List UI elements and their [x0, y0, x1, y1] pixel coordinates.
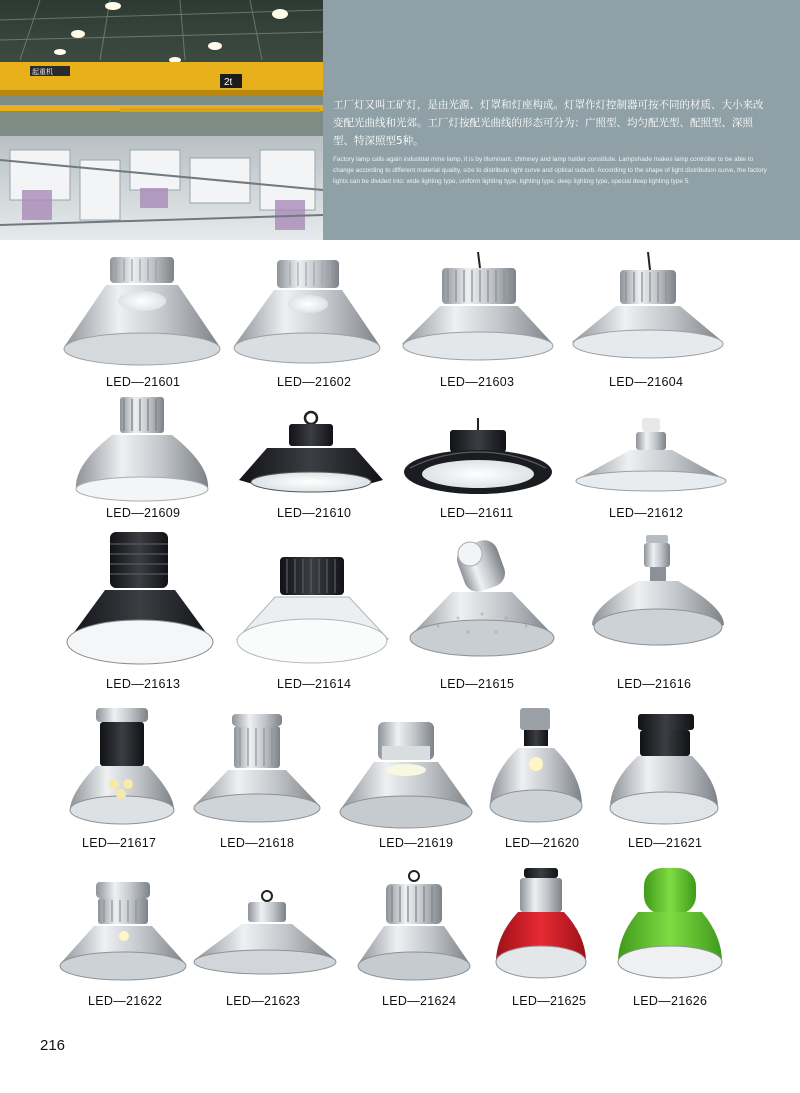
product-label-21618: LED—21618: [220, 836, 295, 850]
heatsink-icon: [644, 868, 696, 914]
product-label-21604: LED—21604: [609, 375, 684, 389]
crane-capacity-text: 2t: [224, 77, 233, 88]
product-image-21625: [494, 866, 588, 986]
product-image-21611: [402, 418, 554, 498]
heatsink-icon: [636, 432, 666, 450]
product-label-21623: LED—21623: [226, 994, 301, 1008]
product-label-21612: LED—21612: [609, 506, 684, 520]
heatsink-icon: [520, 878, 562, 912]
product-image-21626: [616, 866, 724, 986]
product-image-21621: [608, 712, 720, 828]
heatsink-icon: [450, 430, 506, 452]
product-image-21622: [58, 880, 188, 986]
product-label-21615: LED—21615: [440, 677, 515, 691]
product-label-21616: LED—21616: [617, 677, 692, 691]
product-label-21610: LED—21610: [277, 506, 352, 520]
product-image-21610: [237, 410, 385, 498]
heatsink-icon: [644, 543, 670, 567]
product-image-21617: [68, 706, 176, 828]
page-number: 216: [40, 1037, 66, 1054]
product-label-21602: LED—21602: [277, 375, 352, 389]
intro-chinese: 工厂灯又叫工矿灯，是由光源、灯罩和灯座构成。灯罩作灯控制器可按不同的材质、大小来改变配光曲线和光郊。工厂灯按配光曲线的形态可分为：广照型、均匀配光型、配照型、深照型、特深照型5种。: [333, 99, 764, 147]
product-label-21601: LED—21601: [106, 375, 181, 389]
heatsink-icon: [386, 884, 442, 924]
product-image-21602: [232, 258, 382, 368]
heatsink-icon: [110, 532, 168, 588]
product-image-21609: [72, 393, 212, 505]
product-label-21609: LED—21609: [106, 506, 181, 520]
intro-text: [333, 96, 773, 187]
product-label-21611: LED—21611: [440, 506, 514, 520]
heatsink-icon: [248, 902, 286, 922]
heatsink-icon: [524, 730, 548, 746]
heatsink-icon: [640, 730, 690, 756]
product-image-21604: [570, 252, 725, 364]
product-label-21613: LED—21613: [106, 677, 181, 691]
product-label-21625: LED—21625: [512, 994, 587, 1008]
heatsink-icon: [289, 424, 333, 446]
product-label-21603: LED—21603: [440, 375, 515, 389]
heatsink-icon: [442, 268, 516, 304]
heatsink-icon: [234, 726, 280, 768]
product-image-21615: [408, 538, 556, 666]
crane-sign-text: 起重机: [32, 68, 53, 76]
product-image-21603: [400, 252, 555, 364]
product-image-21616: [590, 535, 726, 657]
product-image-21620: [488, 706, 584, 830]
heatsink-icon: [100, 722, 144, 766]
product-image-21624: [356, 870, 472, 984]
product-image-21623: [192, 890, 338, 978]
heatsink-icon: [120, 397, 164, 433]
product-image-21614: [235, 555, 390, 667]
product-label-21624: LED—21624: [382, 994, 457, 1008]
heatsink-icon: [280, 557, 344, 595]
factory-photo: [0, 0, 323, 240]
product-label-21620: LED—21620: [505, 836, 580, 850]
heatsink-icon: [620, 270, 676, 304]
product-image-21618: [192, 712, 322, 826]
product-image-21613: [65, 530, 215, 668]
heatsink-icon: [98, 898, 148, 924]
product-label-21614: LED—21614: [277, 677, 352, 691]
product-image-21601: [62, 255, 222, 370]
product-label-21626: LED—21626: [633, 994, 708, 1008]
product-image-21619: [338, 718, 474, 832]
product-label-21622: LED—21622: [88, 994, 163, 1008]
product-label-21621: LED—21621: [628, 836, 703, 850]
product-label-21617: LED—21617: [82, 836, 157, 850]
header-banner: [0, 0, 800, 240]
product-image-21612: [574, 418, 728, 496]
product-label-21619: LED—21619: [379, 836, 454, 850]
intro-english: Factory lamp calls again industrial mine lamp, it is by illuminant, chimney and lamp holder constitute. Lampshade makes lamp controller to be able to change according to different material quality, size to distribute light curve and optical suburb. According to the shape of light distribution curve, the factory lights can be divided into: wide lighting type, uniform lighting type, lighting type, deep lighting type, special deep lighting type 5.: [333, 156, 767, 185]
